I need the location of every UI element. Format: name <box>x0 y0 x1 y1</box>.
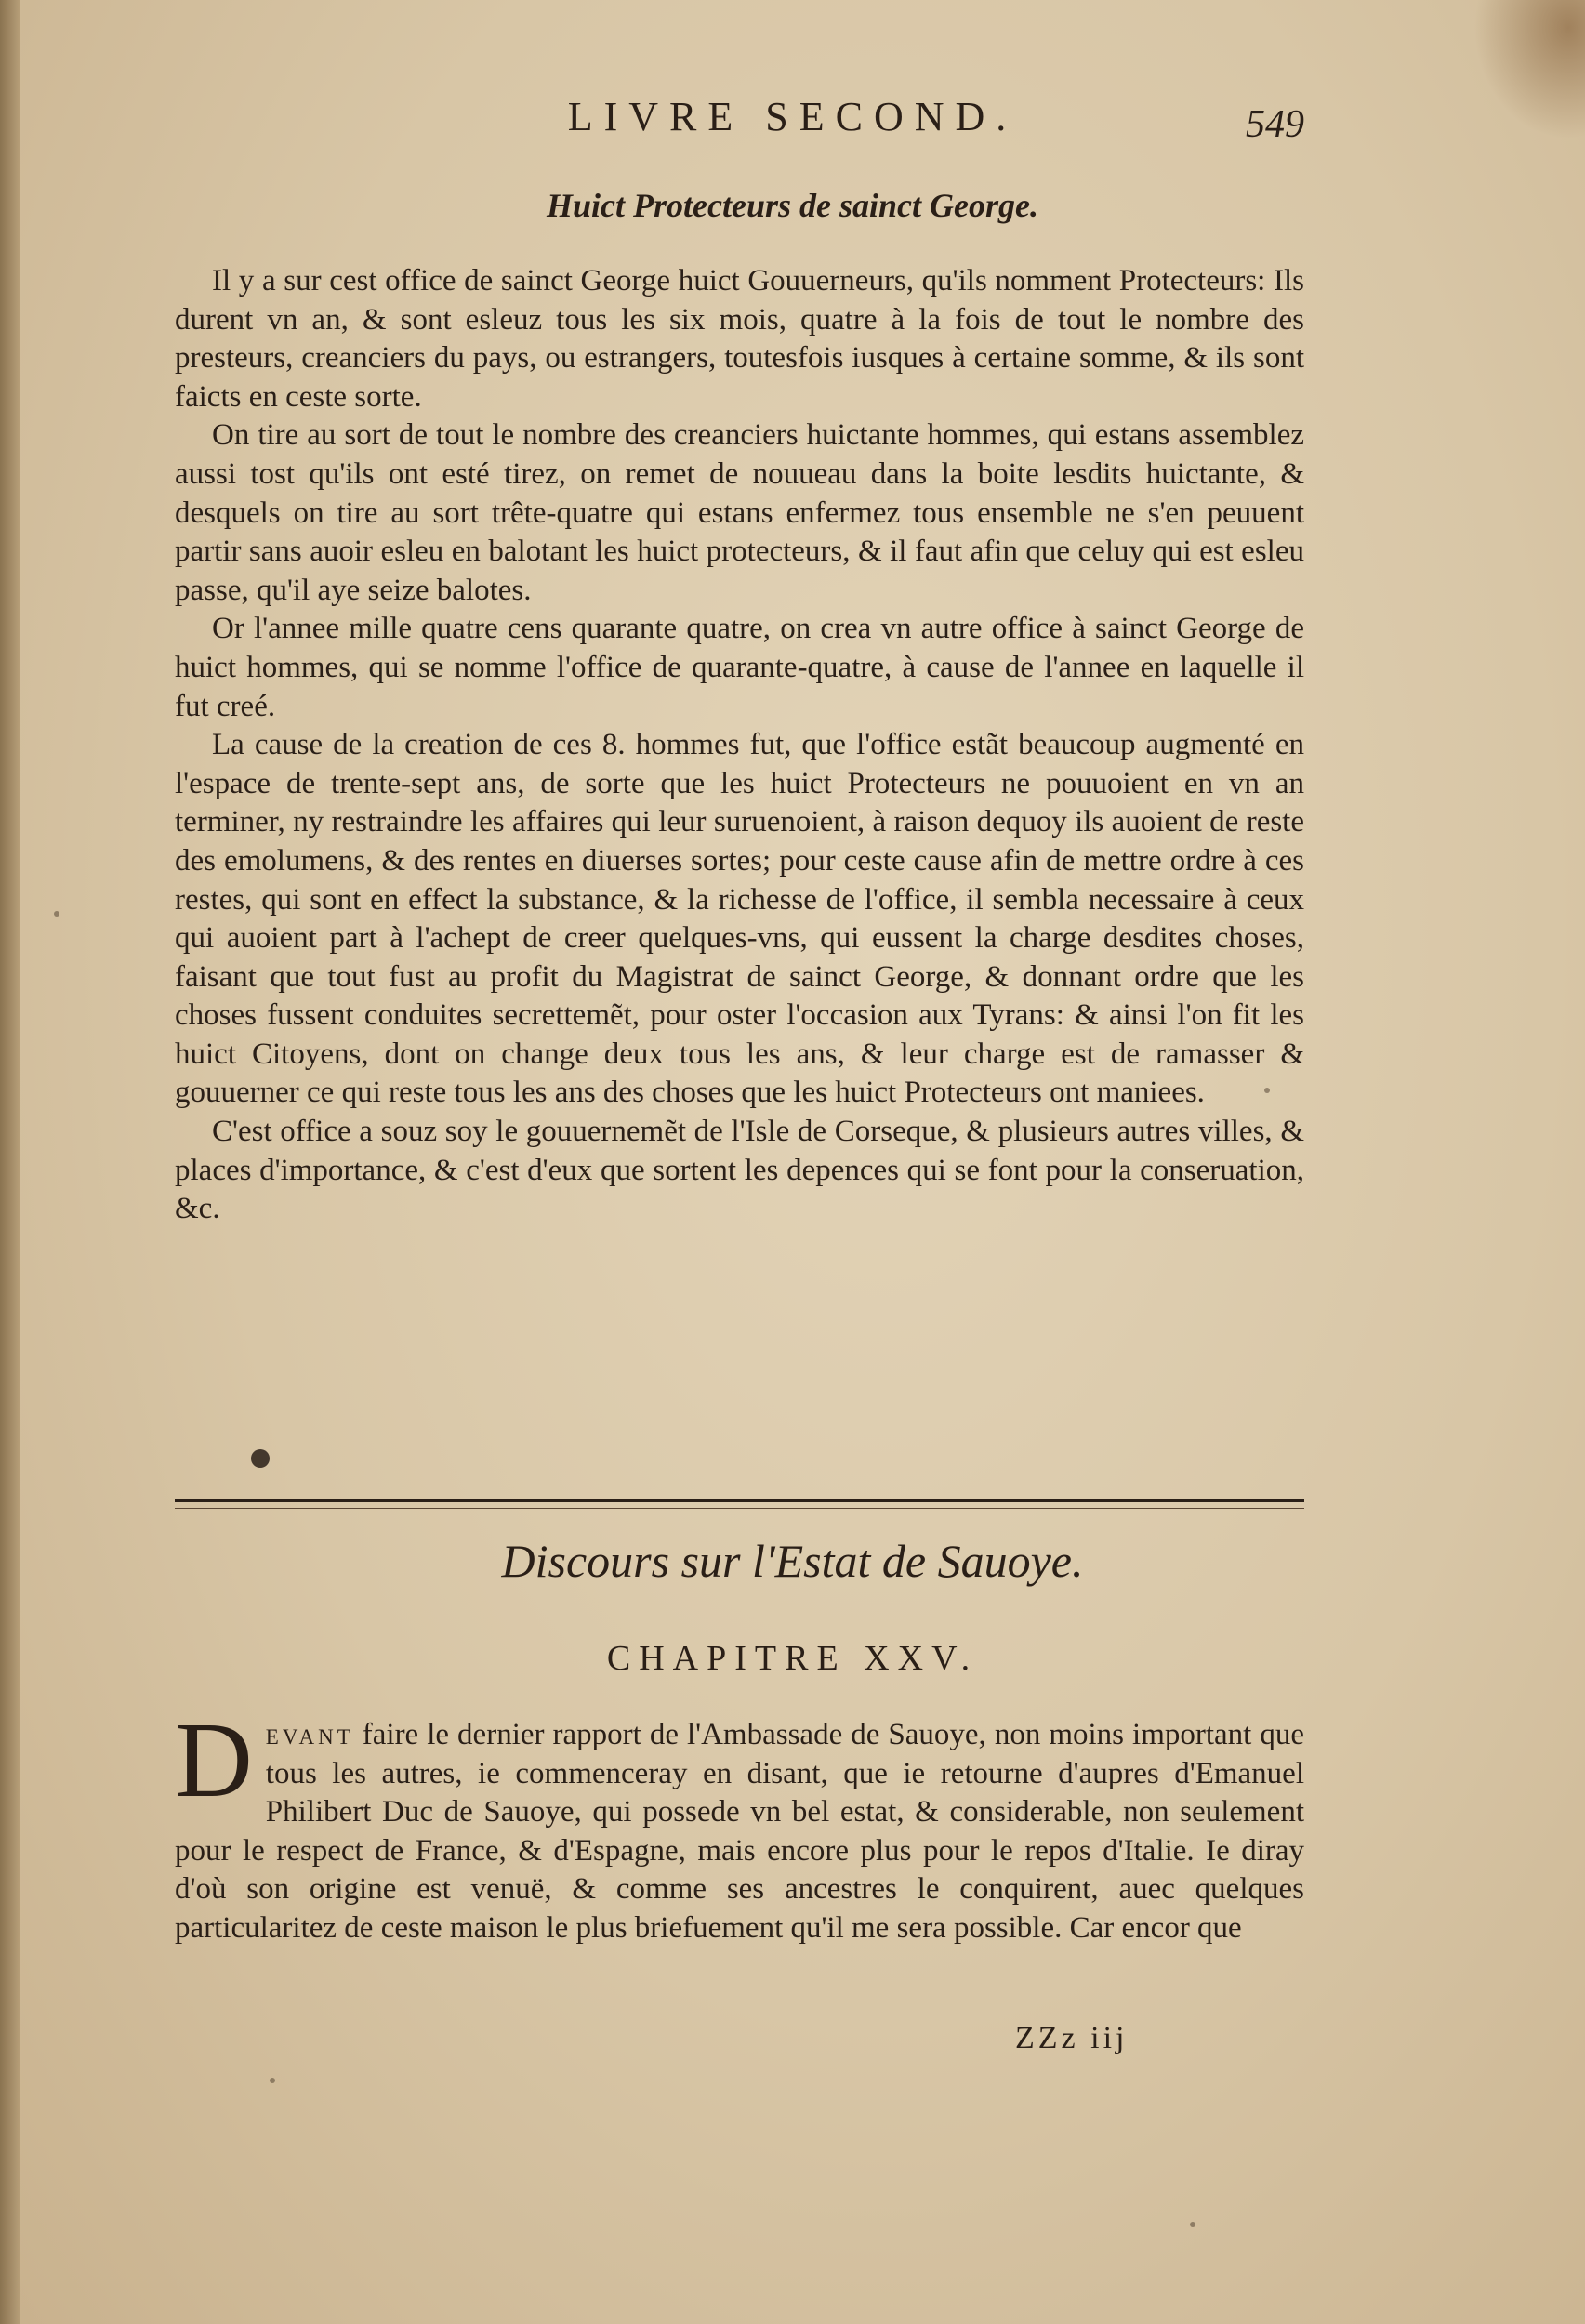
paper-speck <box>270 2078 275 2083</box>
section-body <box>175 262 1304 1229</box>
paragraph: La cause de la creation de ces 8. hommes fut, que l'office estãt beaucoup augmenté en l'espace de trente-sept ans, de sorte que les huict Protecteurs ne pouuoient en vn an terminer, ny restraindre les affaires qui leur suruenoient, à raison dequoy ils auoient de reste des emolumens, & des rentes en diuerses sortes; pour ceste cause afin de mettre ordre à ces restes, qui sont en effect la substance, & la richesse de l'office, il sembla necessaire à ceux qui auoient part à l'achept de creer quelques-vns, qui eussent la charge desdites choses, faisant que tout fust au profit du Magistrat de sainct George, & donnant ordre que les choses fussent conduites secrettemẽt, pour oster l'occasion aux Tyrans: & ainsi l'on fit les huict Citoyens, dont on change deux tous les ans, & leur charge est de ramasser & gouuerner ce qui reste tous les ans des choses que les huict Protecteurs ont maniees. <box>175 728 1304 1110</box>
discourse-title: Discours sur l'Estat de Sauoye. <box>501 1535 1084 1587</box>
paper-speck <box>1264 1088 1270 1093</box>
paper-speck <box>54 911 59 917</box>
chapter-heading: CHAPITRE XXV. <box>606 1639 979 1678</box>
lead-small-caps: evant <box>265 1718 354 1751</box>
page-number: 549 <box>1246 103 1304 146</box>
section-heading: Huict Protecteurs de sainct George. <box>547 187 1038 224</box>
signature-mark: ZZz iij <box>1015 2021 1129 2055</box>
page-gutter-edge <box>0 0 20 2324</box>
paper-speck <box>1190 2222 1195 2227</box>
chapter-body <box>175 1701 1304 1948</box>
opening-text: faire le dernier rapport de l'Ambassade de Sauoye, non moins important que tous les autres, ie commenceray en disant, que ie retourne d'aupres d'Emanuel Philibert Duc de Sauoye, qui possede vn bel estat, & considerable, non seulement pour le respect de France, & d'Espagne, mais encore plus pour le repos d'Italie. Ie diray d'où son origine est venuë, & comme ses ancestres le conquirent, auec quelques particularitez de ceste maison le plus briefuement qu'il me sera possible. Car encor que <box>175 1718 1304 1945</box>
paragraph: Or l'annee mille quatre cens quarante quatre, on crea vn autre office à sainct George de huict hommes, qui se nomme l'office de quarante-quatre, à cause de l'annee en laquelle il fut creé. <box>175 612 1304 723</box>
paragraph: Il y a sur cest office de sainct George huict Gouuerneurs, qu'ils nomment Protecteurs: Ils durent vn an, & sont esleuz tous les six mois, quatre à la fois de tout le nombre des presteurs, creanciers du pays, ou estrangers, toutesfois iusques à certaine somme, & ils sont faicts en ceste sorte. <box>175 264 1304 414</box>
paragraph: On tire au sort de tout le nombre des creanciers huictante hommes, qui estans assemblez aussi tost qu'ils ont esté tirez, on remet de nouueau dans la boite lesdits huictante, & desquels on tire au sort trête-quatre qui estans enfermez tous ensemble ne s'en peuuent partir sans auoir esleu en balotant les huict protecteurs, & il faut afin que celuy qui est esleu passe, qu'il aye seize balotes. <box>175 418 1304 607</box>
drop-cap: D <box>175 1701 253 1820</box>
opening-paragraph <box>175 1701 1304 1948</box>
paragraph: C'est office a souz soy le gouuernemẽt de l'Isle de Corseque, & plusieurs autres villes, & places d'importance, & c'est d'eux que sortent les depences qui se font pour la conseruation, &c. <box>175 1115 1304 1226</box>
section-divider-rule <box>175 1499 1304 1509</box>
ink-blot <box>251 1449 270 1468</box>
running-head: LIVRE SECOND. <box>567 94 1018 139</box>
